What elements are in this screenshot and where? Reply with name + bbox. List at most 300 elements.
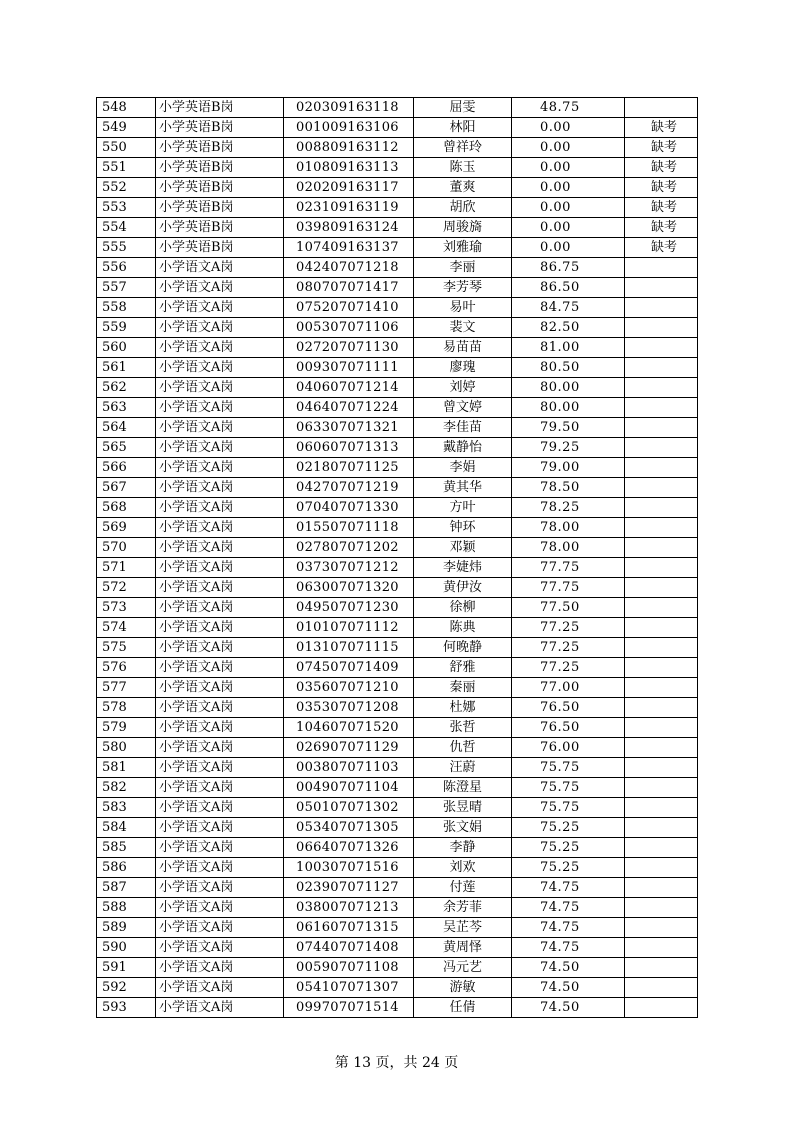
remark-cell: 缺考 <box>625 118 698 138</box>
exam-id-cell: 074507071409 <box>284 658 414 678</box>
row-number-cell: 587 <box>97 878 156 898</box>
exam-id-cell: 104607071520 <box>284 718 414 738</box>
candidate-name-cell: 刘欢 <box>414 858 512 878</box>
post-cell: 小学语文A岗 <box>156 638 284 658</box>
candidate-name-cell: 胡欣 <box>414 198 512 218</box>
exam-id-cell: 035307071208 <box>284 698 414 718</box>
exam-id-cell: 027207071130 <box>284 338 414 358</box>
row-number-cell: 572 <box>97 578 156 598</box>
candidate-name-cell: 刘雅瑜 <box>414 238 512 258</box>
remark-cell <box>625 838 698 858</box>
row-number-cell: 567 <box>97 478 156 498</box>
exam-id-cell: 003807071103 <box>284 758 414 778</box>
row-number-cell: 559 <box>97 318 156 338</box>
exam-id-cell: 060607071313 <box>284 438 414 458</box>
candidate-name-cell: 裴文 <box>414 318 512 338</box>
exam-id-cell: 100307071516 <box>284 858 414 878</box>
exam-id-cell: 010809163113 <box>284 158 414 178</box>
post-cell: 小学语文A岗 <box>156 498 284 518</box>
score-cell: 74.50 <box>512 958 625 978</box>
candidate-name-cell: 黄周怿 <box>414 938 512 958</box>
remark-cell <box>625 398 698 418</box>
row-number-cell: 550 <box>97 138 156 158</box>
post-cell: 小学英语B岗 <box>156 98 284 118</box>
post-cell: 小学语文A岗 <box>156 818 284 838</box>
post-cell: 小学语文A岗 <box>156 598 284 618</box>
row-number-cell: 575 <box>97 638 156 658</box>
candidate-name-cell: 李芳琴 <box>414 278 512 298</box>
score-cell: 78.00 <box>512 538 625 558</box>
row-number-cell: 576 <box>97 658 156 678</box>
table-row <box>97 238 698 258</box>
score-cell: 0.00 <box>512 198 625 218</box>
exam-id-cell: 040607071214 <box>284 378 414 398</box>
table-row <box>97 838 698 858</box>
row-number-cell: 584 <box>97 818 156 838</box>
candidate-name-cell: 陈澄星 <box>414 778 512 798</box>
table-row <box>97 738 698 758</box>
score-cell: 75.25 <box>512 858 625 878</box>
score-cell: 74.75 <box>512 878 625 898</box>
candidate-name-cell: 汪蔚 <box>414 758 512 778</box>
score-cell: 77.25 <box>512 658 625 678</box>
score-cell: 74.50 <box>512 978 625 998</box>
remark-cell: 缺考 <box>625 158 698 178</box>
row-number-cell: 578 <box>97 698 156 718</box>
remark-cell <box>625 938 698 958</box>
candidate-name-cell: 黄其华 <box>414 478 512 498</box>
row-number-cell: 555 <box>97 238 156 258</box>
exam-id-cell: 026907071129 <box>284 738 414 758</box>
score-cell: 77.50 <box>512 598 625 618</box>
exam-id-cell: 099707071514 <box>284 998 414 1018</box>
row-number-cell: 579 <box>97 718 156 738</box>
exam-id-cell: 107409163137 <box>284 238 414 258</box>
exam-id-cell: 049507071230 <box>284 598 414 618</box>
remark-cell <box>625 538 698 558</box>
candidate-name-cell: 仇哲 <box>414 738 512 758</box>
score-cell: 80.00 <box>512 398 625 418</box>
row-number-cell: 566 <box>97 458 156 478</box>
candidate-name-cell: 李娟 <box>414 458 512 478</box>
row-number-cell: 552 <box>97 178 156 198</box>
post-cell: 小学英语B岗 <box>156 158 284 178</box>
score-cell: 78.50 <box>512 478 625 498</box>
post-cell: 小学语文A岗 <box>156 338 284 358</box>
score-cell: 74.75 <box>512 938 625 958</box>
remark-cell <box>625 298 698 318</box>
score-cell: 75.25 <box>512 838 625 858</box>
table-row <box>97 118 698 138</box>
score-cell: 75.75 <box>512 758 625 778</box>
post-cell: 小学语文A岗 <box>156 898 284 918</box>
remark-cell <box>625 998 698 1018</box>
table-row <box>97 498 698 518</box>
row-number-cell: 590 <box>97 938 156 958</box>
post-cell: 小学语文A岗 <box>156 278 284 298</box>
candidate-name-cell: 杜娜 <box>414 698 512 718</box>
score-cell: 0.00 <box>512 158 625 178</box>
row-number-cell: 557 <box>97 278 156 298</box>
row-number-cell: 553 <box>97 198 156 218</box>
row-number-cell: 582 <box>97 778 156 798</box>
post-cell: 小学语文A岗 <box>156 998 284 1018</box>
row-number-cell: 574 <box>97 618 156 638</box>
row-number-cell: 593 <box>97 998 156 1018</box>
exam-id-cell: 037307071212 <box>284 558 414 578</box>
table-row <box>97 398 698 418</box>
table-row <box>97 938 698 958</box>
remark-cell <box>625 778 698 798</box>
score-cell: 84.75 <box>512 298 625 318</box>
exam-id-cell: 020309163118 <box>284 98 414 118</box>
candidate-name-cell: 余芳菲 <box>414 898 512 918</box>
score-cell: 0.00 <box>512 178 625 198</box>
row-number-cell: 561 <box>97 358 156 378</box>
candidate-name-cell: 董爽 <box>414 178 512 198</box>
exam-id-cell: 046407071224 <box>284 398 414 418</box>
remark-cell <box>625 598 698 618</box>
score-cell: 76.50 <box>512 698 625 718</box>
post-cell: 小学英语B岗 <box>156 118 284 138</box>
post-cell: 小学语文A岗 <box>156 938 284 958</box>
row-number-cell: 589 <box>97 918 156 938</box>
candidate-name-cell: 廖瑰 <box>414 358 512 378</box>
row-number-cell: 588 <box>97 898 156 918</box>
table-row <box>97 778 698 798</box>
score-cell: 48.75 <box>512 98 625 118</box>
candidate-name-cell: 付莲 <box>414 878 512 898</box>
table-row <box>97 798 698 818</box>
candidate-name-cell: 黄伊汝 <box>414 578 512 598</box>
score-cell: 77.25 <box>512 618 625 638</box>
remark-cell: 缺考 <box>625 198 698 218</box>
table-row <box>97 418 698 438</box>
post-cell: 小学语文A岗 <box>156 538 284 558</box>
score-cell: 79.25 <box>512 438 625 458</box>
score-cell: 80.00 <box>512 378 625 398</box>
row-number-cell: 583 <box>97 798 156 818</box>
candidate-name-cell: 林阳 <box>414 118 512 138</box>
table-row <box>97 278 698 298</box>
exam-id-cell: 075207071410 <box>284 298 414 318</box>
exam-id-cell: 035607071210 <box>284 678 414 698</box>
candidate-name-cell: 刘婷 <box>414 378 512 398</box>
table-row <box>97 718 698 738</box>
exam-id-cell: 021807071125 <box>284 458 414 478</box>
candidate-name-cell: 易苗苗 <box>414 338 512 358</box>
candidate-name-cell: 冯元艺 <box>414 958 512 978</box>
exam-id-cell: 009307071111 <box>284 358 414 378</box>
candidate-name-cell: 邓颖 <box>414 538 512 558</box>
post-cell: 小学语文A岗 <box>156 778 284 798</box>
row-number-cell: 569 <box>97 518 156 538</box>
table-row <box>97 358 698 378</box>
post-cell: 小学语文A岗 <box>156 858 284 878</box>
post-cell: 小学语文A岗 <box>156 678 284 698</box>
table-row <box>97 958 698 978</box>
row-number-cell: 585 <box>97 838 156 858</box>
row-number-cell: 563 <box>97 398 156 418</box>
table-row <box>97 158 698 178</box>
post-cell: 小学语文A岗 <box>156 758 284 778</box>
score-cell: 77.25 <box>512 638 625 658</box>
candidate-name-cell: 张文娟 <box>414 818 512 838</box>
table-row <box>97 378 698 398</box>
exam-id-cell: 042407071218 <box>284 258 414 278</box>
row-number-cell: 568 <box>97 498 156 518</box>
candidate-name-cell: 李丽 <box>414 258 512 278</box>
candidate-name-cell: 戴静怡 <box>414 438 512 458</box>
row-number-cell: 573 <box>97 598 156 618</box>
score-cell: 79.50 <box>512 418 625 438</box>
exam-id-cell: 005307071106 <box>284 318 414 338</box>
remark-cell <box>625 478 698 498</box>
remark-cell <box>625 858 698 878</box>
row-number-cell: 570 <box>97 538 156 558</box>
post-cell: 小学语文A岗 <box>156 838 284 858</box>
table-row <box>97 658 698 678</box>
post-cell: 小学语文A岗 <box>156 398 284 418</box>
remark-cell: 缺考 <box>625 178 698 198</box>
table-row <box>97 198 698 218</box>
candidate-name-cell: 陈玉 <box>414 158 512 178</box>
remark-cell: 缺考 <box>625 218 698 238</box>
score-cell: 86.75 <box>512 258 625 278</box>
post-cell: 小学语文A岗 <box>156 298 284 318</box>
remark-cell <box>625 338 698 358</box>
remark-cell <box>625 318 698 338</box>
post-cell: 小学语文A岗 <box>156 698 284 718</box>
row-number-cell: 592 <box>97 978 156 998</box>
remark-cell <box>625 98 698 118</box>
row-number-cell: 581 <box>97 758 156 778</box>
exam-id-cell: 001009163106 <box>284 118 414 138</box>
table-row <box>97 478 698 498</box>
candidate-name-cell: 李婕炜 <box>414 558 512 578</box>
post-cell: 小学英语B岗 <box>156 238 284 258</box>
post-cell: 小学语文A岗 <box>156 918 284 938</box>
exam-id-cell: 008809163112 <box>284 138 414 158</box>
table-row <box>97 678 698 698</box>
candidate-name-cell: 何晚静 <box>414 638 512 658</box>
candidate-name-cell: 曾祥玲 <box>414 138 512 158</box>
table-row <box>97 918 698 938</box>
post-cell: 小学语文A岗 <box>156 718 284 738</box>
candidate-name-cell: 周骏旖 <box>414 218 512 238</box>
exam-id-cell: 038007071213 <box>284 898 414 918</box>
post-cell: 小学语文A岗 <box>156 318 284 338</box>
exam-id-cell: 015507071118 <box>284 518 414 538</box>
table-row <box>97 218 698 238</box>
candidate-name-cell: 张昱晴 <box>414 798 512 818</box>
post-cell: 小学英语B岗 <box>156 178 284 198</box>
score-cell: 77.00 <box>512 678 625 698</box>
post-cell: 小学语文A岗 <box>156 738 284 758</box>
candidate-name-cell: 钟环 <box>414 518 512 538</box>
remark-cell <box>625 418 698 438</box>
table-row <box>97 818 698 838</box>
score-cell: 76.00 <box>512 738 625 758</box>
exam-id-cell: 039809163124 <box>284 218 414 238</box>
post-cell: 小学语文A岗 <box>156 978 284 998</box>
post-cell: 小学语文A岗 <box>156 558 284 578</box>
exam-id-cell: 061607071315 <box>284 918 414 938</box>
row-number-cell: 549 <box>97 118 156 138</box>
score-cell: 86.50 <box>512 278 625 298</box>
remark-cell <box>625 758 698 778</box>
post-cell: 小学语文A岗 <box>156 438 284 458</box>
score-cell: 76.50 <box>512 718 625 738</box>
candidate-name-cell: 吴芷芩 <box>414 918 512 938</box>
post-cell: 小学语文A岗 <box>156 518 284 538</box>
row-number-cell: 586 <box>97 858 156 878</box>
remark-cell: 缺考 <box>625 238 698 258</box>
score-cell: 78.00 <box>512 518 625 538</box>
table-row <box>97 638 698 658</box>
candidate-name-cell: 曾文婷 <box>414 398 512 418</box>
table-row <box>97 758 698 778</box>
exam-id-cell: 042707071219 <box>284 478 414 498</box>
candidate-name-cell: 方叶 <box>414 498 512 518</box>
score-cell: 0.00 <box>512 238 625 258</box>
remark-cell <box>625 278 698 298</box>
remark-cell <box>625 878 698 898</box>
post-cell: 小学语文A岗 <box>156 578 284 598</box>
score-cell: 81.00 <box>512 338 625 358</box>
table-row <box>97 98 698 118</box>
remark-cell <box>625 458 698 478</box>
table-row <box>97 898 698 918</box>
candidate-name-cell: 秦丽 <box>414 678 512 698</box>
remark-cell: 缺考 <box>625 138 698 158</box>
exam-id-cell: 080707071417 <box>284 278 414 298</box>
remark-cell <box>625 698 698 718</box>
row-number-cell: 551 <box>97 158 156 178</box>
score-cell: 74.75 <box>512 898 625 918</box>
table-row <box>97 318 698 338</box>
table-row <box>97 538 698 558</box>
remark-cell <box>625 498 698 518</box>
page-footer: 第 13 页，共 24 页 <box>334 1055 459 1071</box>
remark-cell <box>625 578 698 598</box>
remark-cell <box>625 738 698 758</box>
candidate-name-cell: 徐柳 <box>414 598 512 618</box>
table-row <box>97 558 698 578</box>
table-row <box>97 138 698 158</box>
candidate-name-cell: 屈雯 <box>414 98 512 118</box>
exam-id-cell: 063007071320 <box>284 578 414 598</box>
remark-cell <box>625 258 698 278</box>
score-cell: 77.75 <box>512 558 625 578</box>
table-row <box>97 578 698 598</box>
table-row <box>97 858 698 878</box>
candidate-name-cell: 游敏 <box>414 978 512 998</box>
exam-id-cell: 054107071307 <box>284 978 414 998</box>
table-row <box>97 518 698 538</box>
score-cell: 74.50 <box>512 998 625 1018</box>
exam-id-cell: 004907071104 <box>284 778 414 798</box>
post-cell: 小学语文A岗 <box>156 458 284 478</box>
score-cell: 80.50 <box>512 358 625 378</box>
exam-id-cell: 053407071305 <box>284 818 414 838</box>
table-row <box>97 298 698 318</box>
remark-cell <box>625 978 698 998</box>
row-number-cell: 554 <box>97 218 156 238</box>
score-cell: 0.00 <box>512 118 625 138</box>
row-number-cell: 591 <box>97 958 156 978</box>
score-cell: 0.00 <box>512 138 625 158</box>
post-cell: 小学英语B岗 <box>156 138 284 158</box>
table-row <box>97 258 698 278</box>
post-cell: 小学英语B岗 <box>156 198 284 218</box>
table-row <box>97 178 698 198</box>
candidate-name-cell: 舒雅 <box>414 658 512 678</box>
exam-id-cell: 063307071321 <box>284 418 414 438</box>
remark-cell <box>625 718 698 738</box>
remark-cell <box>625 658 698 678</box>
row-number-cell: 580 <box>97 738 156 758</box>
row-number-cell: 565 <box>97 438 156 458</box>
remark-cell <box>625 818 698 838</box>
score-cell: 75.75 <box>512 778 625 798</box>
remark-cell <box>625 958 698 978</box>
score-cell: 75.75 <box>512 798 625 818</box>
candidate-name-cell: 李静 <box>414 838 512 858</box>
candidate-name-cell: 张哲 <box>414 718 512 738</box>
remark-cell <box>625 378 698 398</box>
table-row <box>97 698 698 718</box>
row-number-cell: 571 <box>97 558 156 578</box>
post-cell: 小学英语B岗 <box>156 218 284 238</box>
score-cell: 79.00 <box>512 458 625 478</box>
table-row <box>97 618 698 638</box>
candidate-name-cell: 李佳苗 <box>414 418 512 438</box>
exam-id-cell: 027807071202 <box>284 538 414 558</box>
table-row <box>97 878 698 898</box>
remark-cell <box>625 518 698 538</box>
post-cell: 小学语文A岗 <box>156 618 284 638</box>
row-number-cell: 577 <box>97 678 156 698</box>
post-cell: 小学语文A岗 <box>156 798 284 818</box>
candidate-name-cell: 任倩 <box>414 998 512 1018</box>
remark-cell <box>625 798 698 818</box>
post-cell: 小学语文A岗 <box>156 958 284 978</box>
exam-id-cell: 074407071408 <box>284 938 414 958</box>
post-cell: 小学语文A岗 <box>156 658 284 678</box>
exam-id-cell: 010107071112 <box>284 618 414 638</box>
table-row <box>97 998 698 1018</box>
exam-id-cell: 066407071326 <box>284 838 414 858</box>
score-cell: 75.25 <box>512 818 625 838</box>
score-cell: 77.75 <box>512 578 625 598</box>
score-cell: 0.00 <box>512 218 625 238</box>
post-cell: 小学语文A岗 <box>156 358 284 378</box>
post-cell: 小学语文A岗 <box>156 258 284 278</box>
row-number-cell: 562 <box>97 378 156 398</box>
table-row <box>97 458 698 478</box>
remark-cell <box>625 678 698 698</box>
score-table-body <box>97 98 698 1018</box>
table-row <box>97 338 698 358</box>
row-number-cell: 558 <box>97 298 156 318</box>
table-row <box>97 978 698 998</box>
remark-cell <box>625 898 698 918</box>
row-number-cell: 564 <box>97 418 156 438</box>
remark-cell <box>625 358 698 378</box>
remark-cell <box>625 618 698 638</box>
post-cell: 小学语文A岗 <box>156 378 284 398</box>
